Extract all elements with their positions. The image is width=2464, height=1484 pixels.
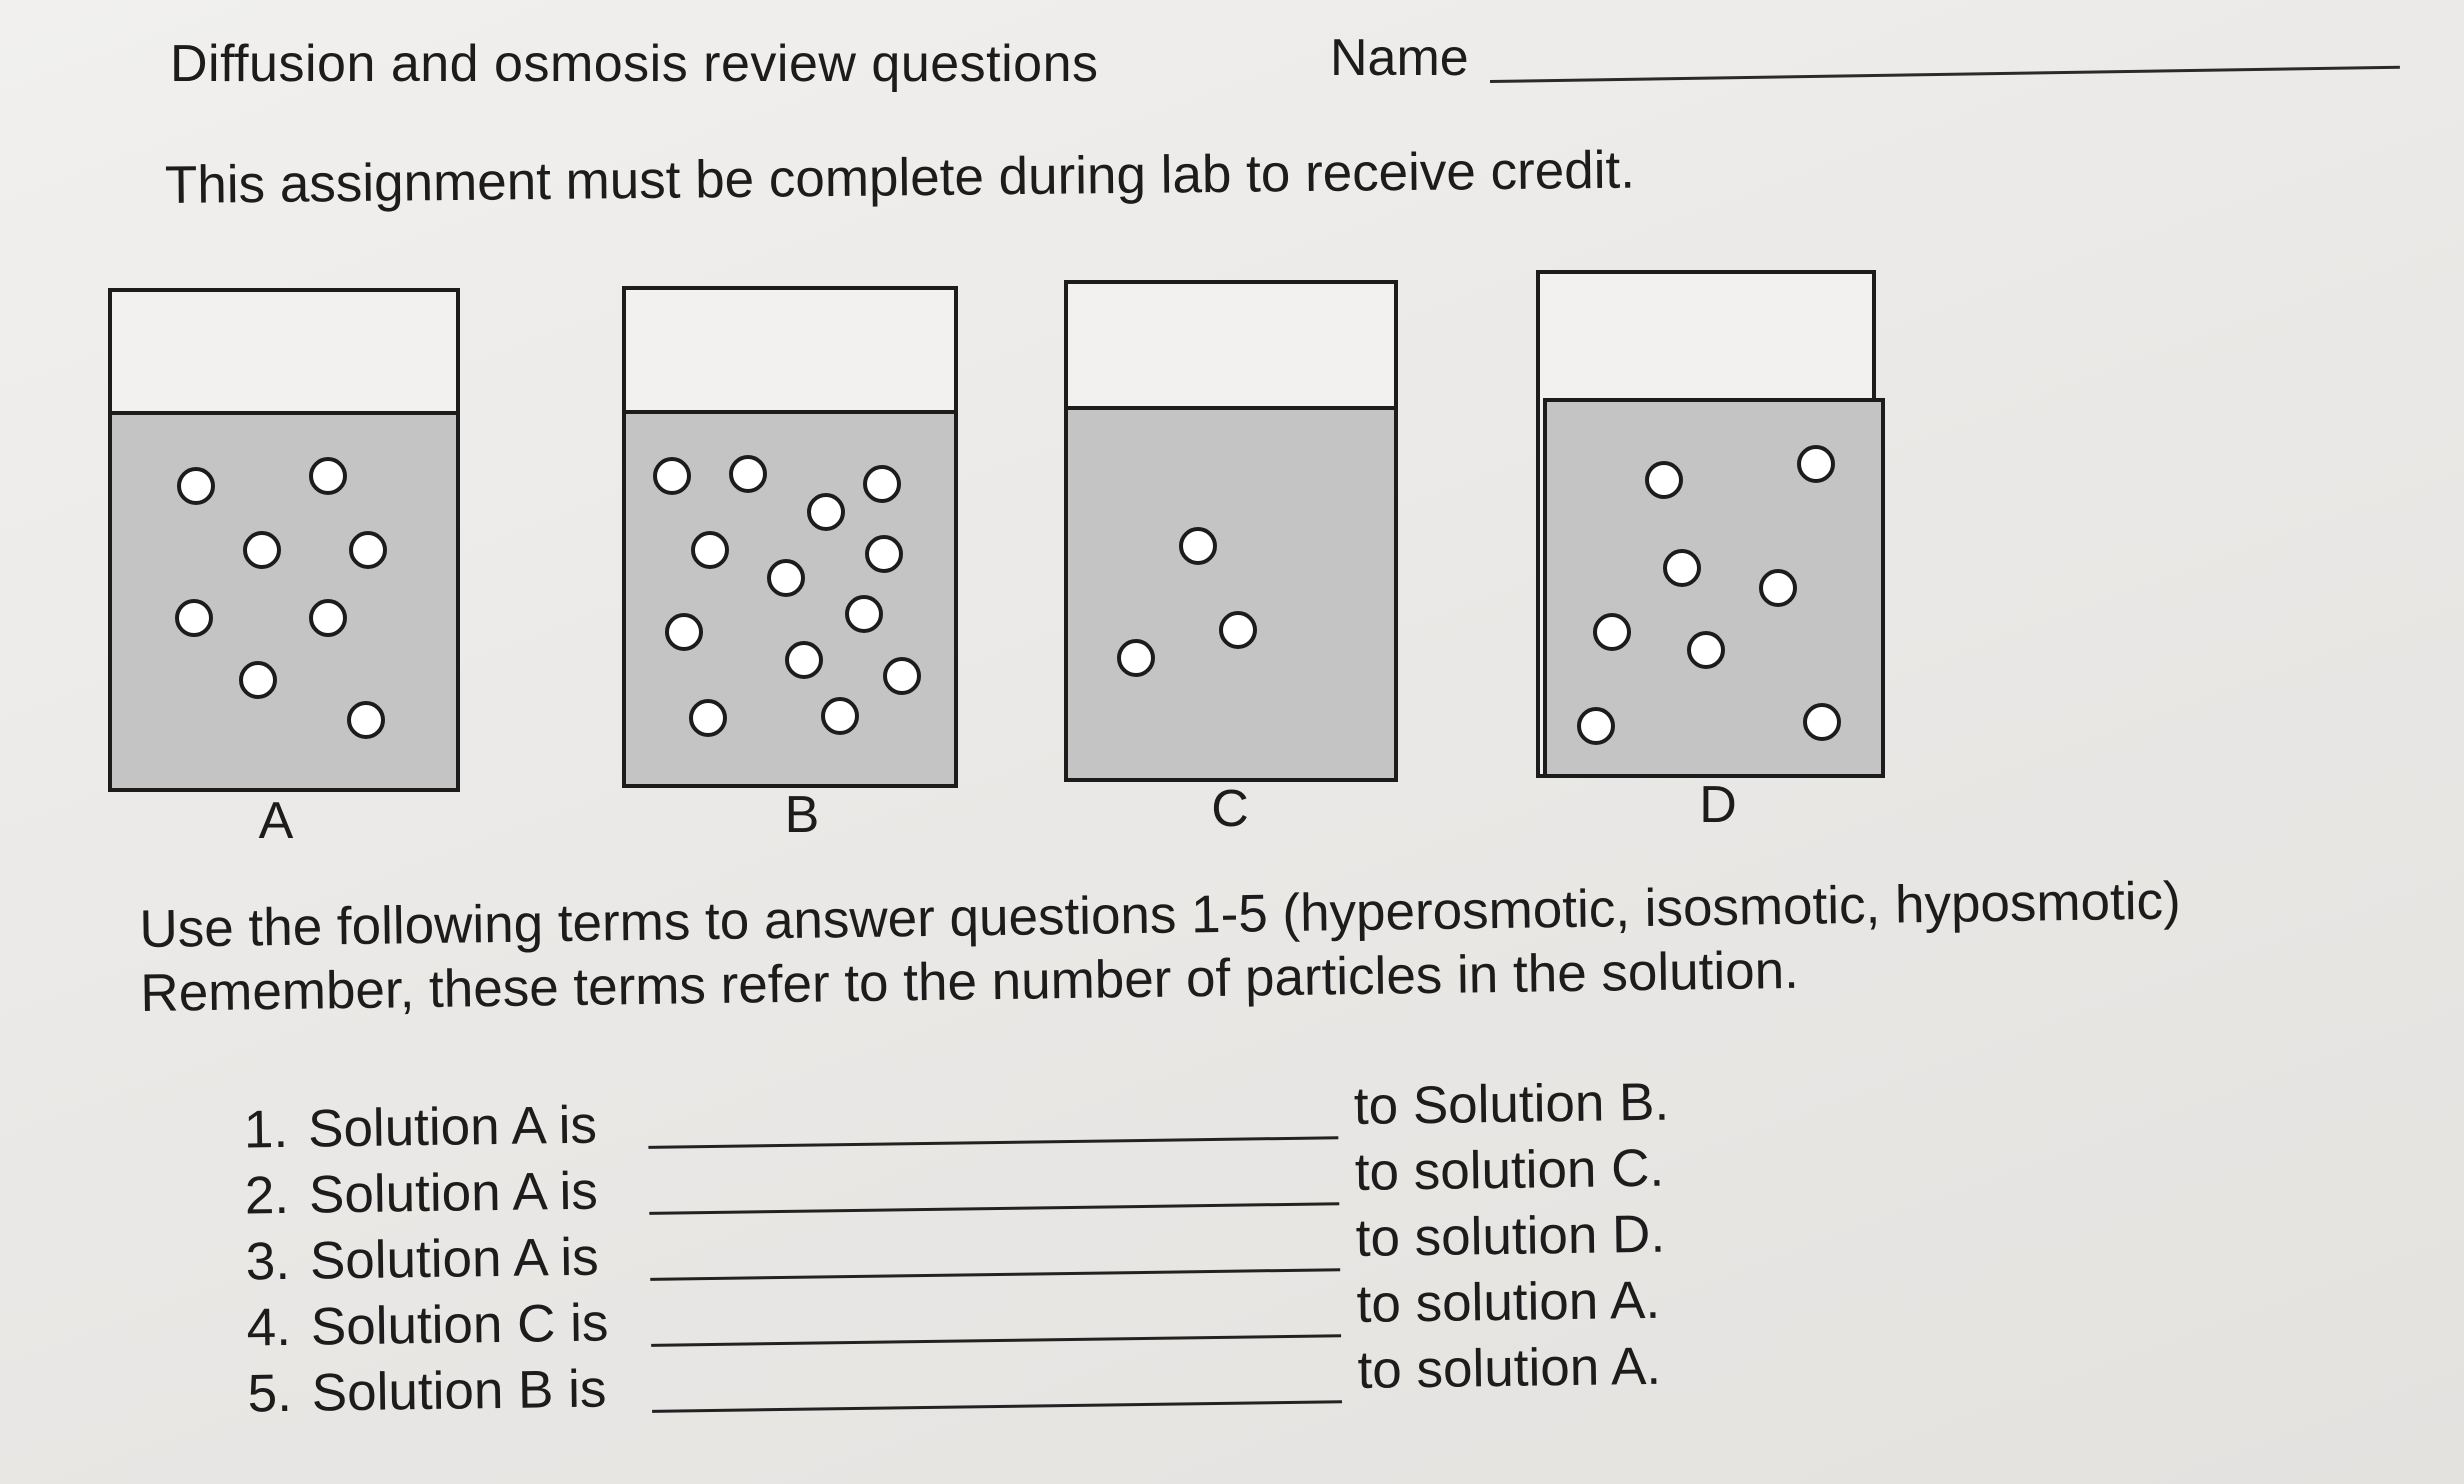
instruction-text: This assignment must be complete during lab to receive credit.: [164, 140, 1636, 215]
question-subject: Solution A is: [309, 1227, 600, 1291]
answer-blank-5[interactable]: [652, 1400, 1342, 1413]
beaker-label-a: A: [258, 792, 294, 850]
beaker-c: [1066, 282, 1396, 838]
solution-fill: [110, 413, 458, 790]
name-label: Name: [1330, 29, 1469, 87]
terms-line-1: Use the following terms to answer questions 1-5 (hyperosmotic, isosmotic, hyposmotic): [139, 871, 2182, 960]
solution-fill: [1066, 408, 1396, 780]
answer-blank-3[interactable]: [650, 1268, 1340, 1281]
answer-blank-2[interactable]: [649, 1202, 1339, 1215]
question-number: 4.: [246, 1297, 292, 1358]
question-5: [211, 1336, 1662, 1430]
beaker-b: [624, 288, 956, 844]
question-2: [209, 1138, 1665, 1232]
question-target: to solution C.: [1354, 1138, 1665, 1203]
question-number: 3.: [245, 1231, 291, 1292]
terms-instructions: [139, 870, 2182, 1026]
question-list: [208, 1072, 1670, 1430]
answer-blank-1[interactable]: [648, 1136, 1338, 1149]
question-subject: Solution A is: [307, 1095, 598, 1159]
question-subject: Solution A is: [308, 1161, 599, 1225]
answer-blank-4[interactable]: [651, 1334, 1341, 1347]
beaker-a: [110, 290, 458, 850]
question-target: to solution A.: [1356, 1270, 1661, 1334]
question-number: 5.: [247, 1363, 293, 1424]
question-target: to solution D.: [1355, 1204, 1666, 1268]
question-number: 2.: [244, 1165, 290, 1226]
question-target: to Solution B.: [1353, 1072, 1670, 1137]
beaker-label-b: B: [784, 786, 820, 844]
question-number: 1.: [243, 1099, 289, 1160]
page-title: Diffusion and osmosis review questions: [170, 35, 1099, 93]
question-1: [208, 1072, 1670, 1166]
question-subject: Solution B is: [311, 1359, 607, 1423]
question-4: [210, 1270, 1661, 1364]
question-3: [210, 1204, 1666, 1298]
beaker-label-c: C: [1211, 780, 1249, 838]
question-target: to solution A.: [1357, 1336, 1662, 1400]
terms-line-2: Remember, these terms refer to the number of particles in the solution.: [140, 940, 1800, 1023]
beaker-label-d: D: [1699, 776, 1737, 834]
question-subject: Solution C is: [310, 1293, 609, 1357]
beaker-d: [1538, 272, 1883, 834]
